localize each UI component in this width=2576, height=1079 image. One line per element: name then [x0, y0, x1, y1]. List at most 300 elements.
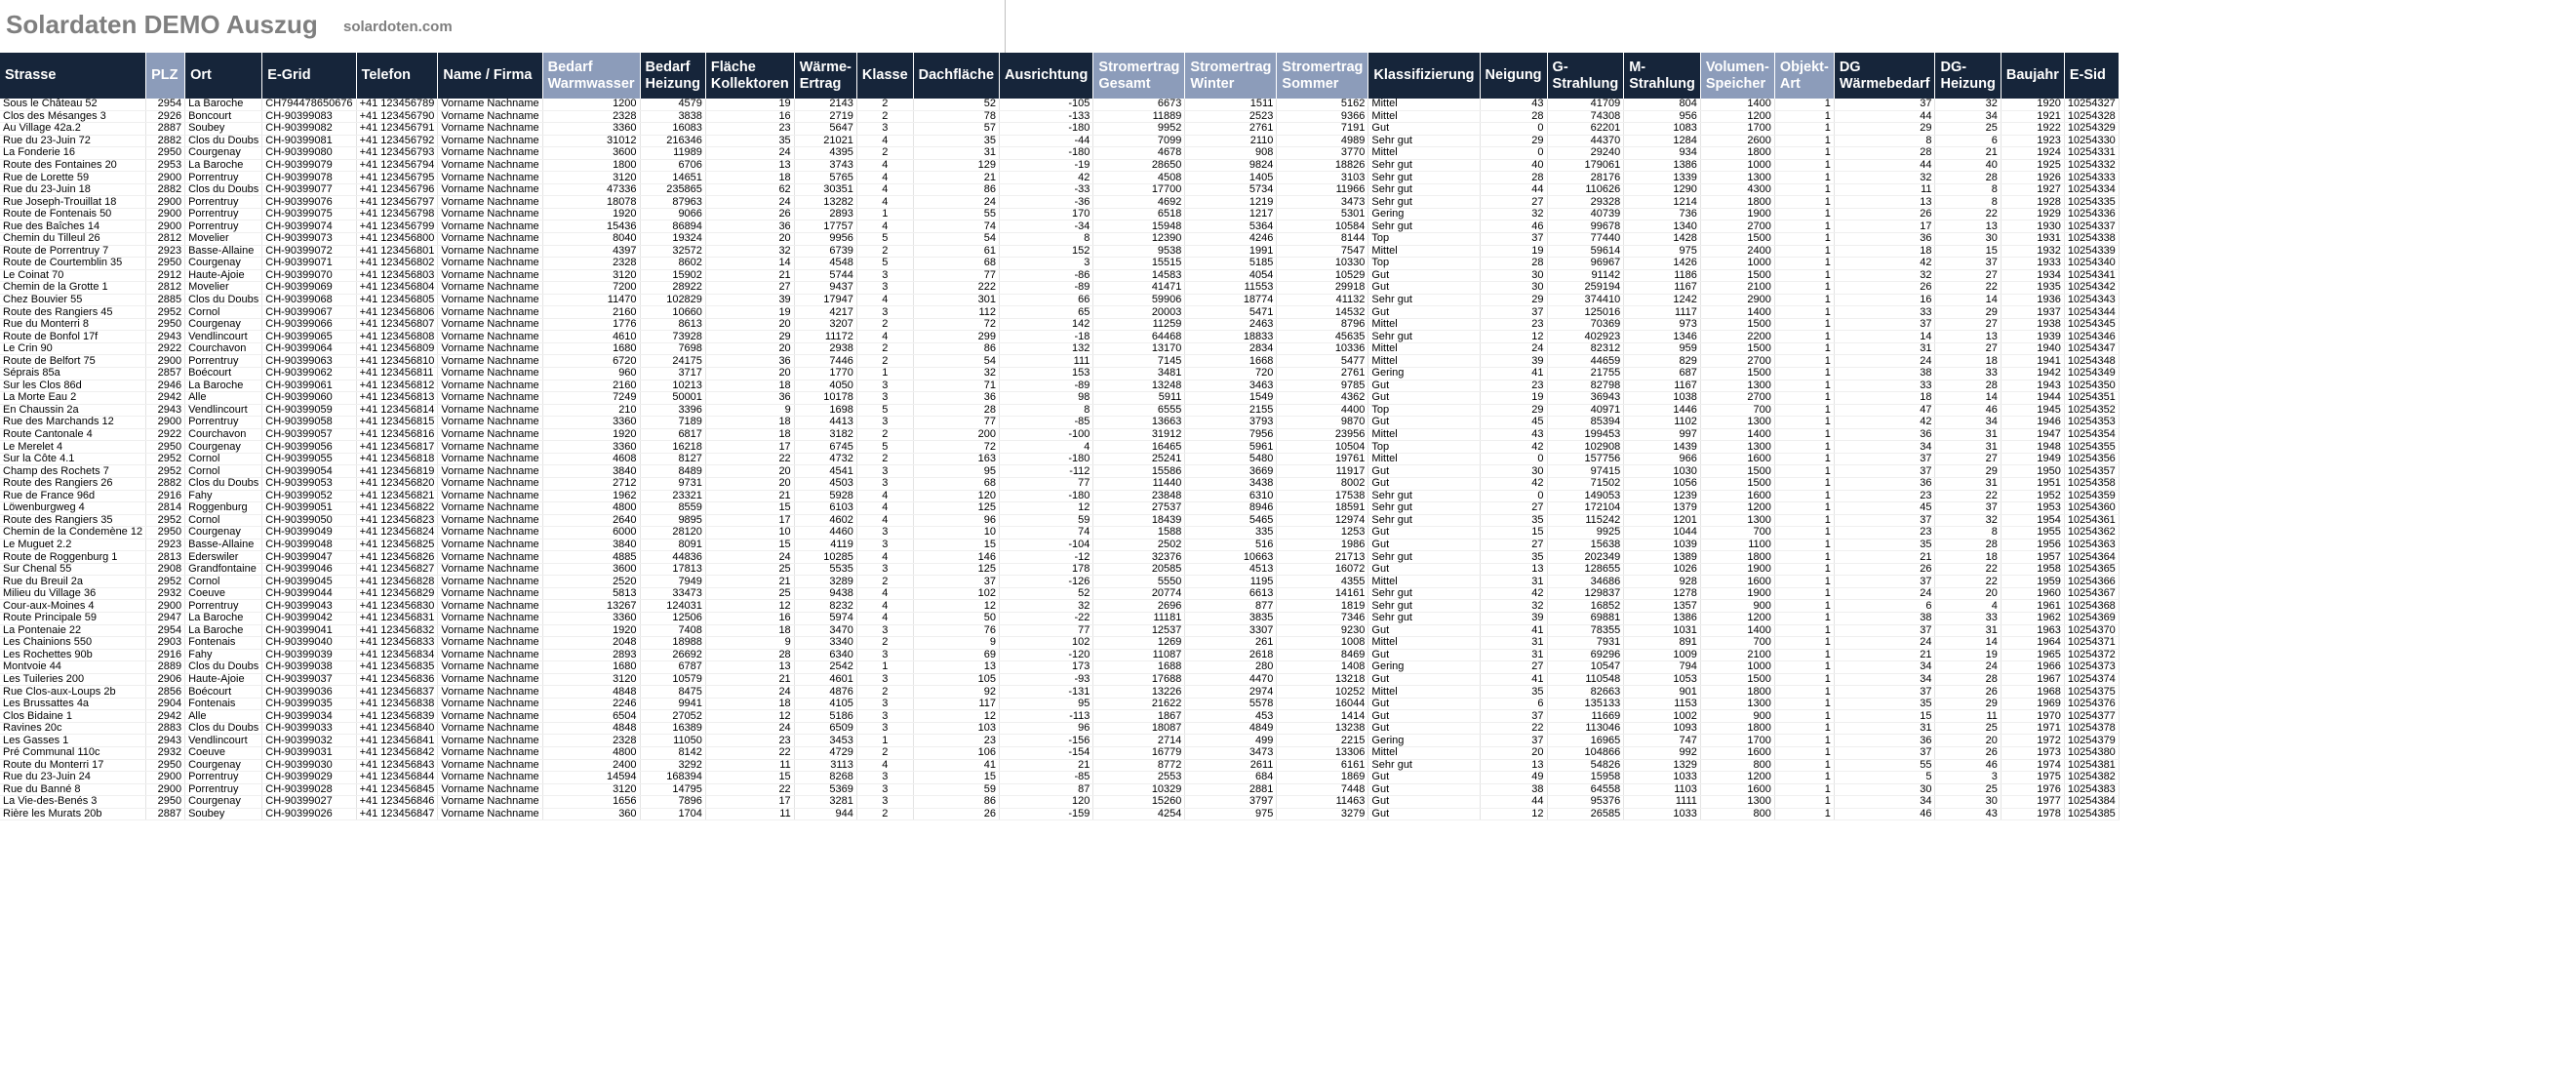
table-cell[interactable]: 3: [1935, 772, 2001, 784]
table-cell[interactable]: 2943: [146, 404, 185, 417]
table-cell[interactable]: 16: [1834, 294, 1935, 306]
table-cell[interactable]: 72: [913, 441, 999, 454]
table-cell[interactable]: 1: [1774, 637, 1834, 650]
table-cell[interactable]: 16779: [1093, 746, 1185, 759]
table-cell[interactable]: +41 123456822: [356, 502, 438, 515]
table-cell[interactable]: Vorname Nachname: [438, 172, 542, 184]
table-cell[interactable]: Route de Fontenais 50: [0, 208, 146, 220]
table-cell[interactable]: 3: [856, 282, 913, 295]
table-cell[interactable]: 1656: [542, 796, 640, 809]
table-cell[interactable]: Alle: [185, 392, 262, 405]
table-cell[interactable]: 1111: [1624, 796, 1701, 809]
table-cell[interactable]: 10254346: [2064, 331, 2119, 343]
table-cell[interactable]: +41 123456809: [356, 342, 438, 355]
table-cell[interactable]: 1200: [1700, 502, 1774, 515]
table-cell[interactable]: Basse-Allaine: [185, 245, 262, 258]
table-cell[interactable]: +41 123456829: [356, 587, 438, 600]
table-cell[interactable]: 1008: [1277, 637, 1368, 650]
table-cell[interactable]: 18: [705, 172, 794, 184]
table-cell[interactable]: 3113: [794, 759, 856, 772]
table-cell[interactable]: 10254381: [2064, 759, 2119, 772]
table-cell[interactable]: +41 123456790: [356, 110, 438, 123]
table-cell[interactable]: 4: [856, 612, 913, 624]
table-cell[interactable]: 10254376: [2064, 698, 2119, 710]
table-cell[interactable]: 280: [1185, 661, 1277, 674]
table-cell[interactable]: Route Principale 59: [0, 612, 146, 624]
table-cell[interactable]: 19324: [640, 233, 705, 246]
table-cell[interactable]: Movelier: [185, 233, 262, 246]
table-cell[interactable]: 1920: [542, 624, 640, 637]
table-cell[interactable]: Courgenay: [185, 258, 262, 270]
table-cell[interactable]: 173: [1000, 661, 1093, 674]
table-cell[interactable]: 7896: [640, 796, 705, 809]
table-cell[interactable]: +41 123456800: [356, 233, 438, 246]
table-cell[interactable]: 2900: [146, 355, 185, 368]
table-cell[interactable]: 7145: [1093, 355, 1185, 368]
table-cell[interactable]: +41 123456789: [356, 99, 438, 110]
table-cell[interactable]: 3: [856, 269, 913, 282]
table-cell[interactable]: Vorname Nachname: [438, 245, 542, 258]
table-cell[interactable]: 3120: [542, 783, 640, 796]
table-cell[interactable]: Mittel: [1368, 110, 1480, 123]
table-cell[interactable]: 1948: [2001, 441, 2064, 454]
table-cell[interactable]: 7446: [794, 355, 856, 368]
table-cell[interactable]: 1500: [1700, 342, 1774, 355]
table-cell[interactable]: Vorname Nachname: [438, 392, 542, 405]
table-cell[interactable]: 17757: [794, 220, 856, 233]
table-cell[interactable]: 1962: [542, 490, 640, 502]
table-cell[interactable]: 64468: [1093, 331, 1185, 343]
table-cell[interactable]: 4246: [1185, 233, 1277, 246]
table-cell[interactable]: Vorname Nachname: [438, 722, 542, 735]
table-cell[interactable]: 96967: [1547, 258, 1624, 270]
table-cell[interactable]: 15515: [1093, 258, 1185, 270]
table-cell[interactable]: 8: [1834, 135, 1935, 147]
table-cell[interactable]: 2908: [146, 563, 185, 576]
table-cell[interactable]: Gut: [1368, 624, 1480, 637]
table-cell[interactable]: Porrentruy: [185, 600, 262, 613]
table-cell[interactable]: 2100: [1700, 282, 1774, 295]
table-cell[interactable]: 2882: [146, 183, 185, 196]
table-cell[interactable]: 2700: [1700, 392, 1774, 405]
table-cell[interactable]: Boncourt: [185, 110, 262, 123]
column-header[interactable]: PLZ: [146, 53, 185, 99]
table-cell[interactable]: 44: [1834, 110, 1935, 123]
table-cell[interactable]: 28: [1480, 110, 1547, 123]
table-cell[interactable]: Gering: [1368, 661, 1480, 674]
table-cell[interactable]: Gut: [1368, 539, 1480, 551]
table-cell[interactable]: 1400: [1700, 624, 1774, 637]
table-cell[interactable]: Rue des Marchands 12: [0, 417, 146, 429]
table-cell[interactable]: 10254333: [2064, 172, 2119, 184]
table-cell[interactable]: 13: [1935, 331, 2001, 343]
table-cell[interactable]: 7698: [640, 342, 705, 355]
table-cell[interactable]: Les Chainions 550: [0, 637, 146, 650]
table-cell[interactable]: 25: [1935, 783, 2001, 796]
table-cell[interactable]: Chemin de la Condemène 12: [0, 527, 146, 540]
table-cell[interactable]: CH-90399048: [262, 539, 356, 551]
table-cell[interactable]: 6613: [1185, 587, 1277, 600]
table-cell[interactable]: 2952: [146, 465, 185, 478]
table-cell[interactable]: 27: [1935, 453, 2001, 465]
table-cell[interactable]: +41 123456801: [356, 245, 438, 258]
table-cell[interactable]: CH-90399030: [262, 759, 356, 772]
table-cell[interactable]: 1944: [2001, 392, 2064, 405]
table-cell[interactable]: Sehr gut: [1368, 159, 1480, 172]
table-cell[interactable]: 10254378: [2064, 722, 2119, 735]
table-cell[interactable]: 45: [1480, 417, 1547, 429]
table-cell[interactable]: 8796: [1277, 318, 1368, 331]
table-cell[interactable]: 934: [1624, 147, 1701, 160]
table-cell[interactable]: 179061: [1547, 159, 1624, 172]
table-cell[interactable]: 33: [1935, 368, 2001, 380]
table-cell[interactable]: 39: [1480, 612, 1547, 624]
table-cell[interactable]: 10254364: [2064, 551, 2119, 564]
table-cell[interactable]: 12: [705, 710, 794, 723]
table-cell[interactable]: 10285: [794, 551, 856, 564]
table-cell[interactable]: -34: [1000, 220, 1093, 233]
table-cell[interactable]: Sehr gut: [1368, 514, 1480, 527]
table-cell[interactable]: 700: [1700, 404, 1774, 417]
table-cell[interactable]: Courgenay: [185, 441, 262, 454]
table-cell[interactable]: 10254377: [2064, 710, 2119, 723]
table-cell[interactable]: 17: [705, 514, 794, 527]
table-cell[interactable]: 1926: [2001, 172, 2064, 184]
table-cell[interactable]: 1972: [2001, 735, 2064, 747]
table-cell[interactable]: 1953: [2001, 502, 2064, 515]
table-cell[interactable]: 1: [1774, 624, 1834, 637]
table-cell[interactable]: 41: [1480, 673, 1547, 686]
table-cell[interactable]: -36: [1000, 196, 1093, 209]
table-cell[interactable]: Coeuve: [185, 587, 262, 600]
table-cell[interactable]: Gut: [1368, 649, 1480, 661]
table-cell[interactable]: 1969: [2001, 698, 2064, 710]
table-cell[interactable]: -154: [1000, 746, 1093, 759]
table-cell[interactable]: 52: [1000, 587, 1093, 600]
table-cell[interactable]: 178: [1000, 563, 1093, 576]
table-cell[interactable]: 959: [1624, 342, 1701, 355]
table-cell[interactable]: 5961: [1185, 441, 1277, 454]
table-cell[interactable]: 20003: [1093, 306, 1185, 319]
table-cell[interactable]: 34: [1834, 441, 1935, 454]
table-cell[interactable]: 59906: [1093, 294, 1185, 306]
table-cell[interactable]: 2328: [542, 735, 640, 747]
table-cell[interactable]: 1819: [1277, 600, 1368, 613]
table-cell[interactable]: La Baroche: [185, 380, 262, 392]
table-cell[interactable]: 4849: [1185, 722, 1277, 735]
table-cell[interactable]: 103: [913, 722, 999, 735]
table-cell[interactable]: Vorname Nachname: [438, 477, 542, 490]
table-cell[interactable]: 1920: [542, 428, 640, 441]
table-cell[interactable]: 4: [856, 183, 913, 196]
table-cell[interactable]: 5185: [1185, 258, 1277, 270]
table-cell[interactable]: Fahy: [185, 649, 262, 661]
table-cell[interactable]: 3743: [794, 159, 856, 172]
table-cell[interactable]: 39: [1480, 355, 1547, 368]
table-cell[interactable]: 37: [1834, 686, 1935, 699]
table-cell[interactable]: 24: [705, 551, 794, 564]
table-cell[interactable]: Fahy: [185, 490, 262, 502]
table-cell[interactable]: 34: [1834, 796, 1935, 809]
table-cell[interactable]: 152: [1000, 245, 1093, 258]
table-cell[interactable]: 3: [856, 563, 913, 576]
table-cell[interactable]: 68: [913, 258, 999, 270]
table-cell[interactable]: Pré Communal 110c: [0, 746, 146, 759]
table-cell[interactable]: Courchavon: [185, 342, 262, 355]
table-cell[interactable]: 1: [1774, 465, 1834, 478]
table-cell[interactable]: 1195: [1185, 576, 1277, 588]
table-cell[interactable]: +41 123456841: [356, 735, 438, 747]
table-cell[interactable]: 27: [1480, 539, 1547, 551]
table-cell[interactable]: 15: [1480, 527, 1547, 540]
table-cell[interactable]: Rue du Breuil 2a: [0, 576, 146, 588]
table-cell[interactable]: 1446: [1624, 404, 1701, 417]
table-cell[interactable]: 3: [856, 649, 913, 661]
table-cell[interactable]: +41 123456811: [356, 368, 438, 380]
table-cell[interactable]: 4395: [794, 147, 856, 160]
table-cell[interactable]: -12: [1000, 551, 1093, 564]
table-cell[interactable]: Löwenburgweg 4: [0, 502, 146, 515]
table-cell[interactable]: Le Muguet 2.2: [0, 539, 146, 551]
table-cell[interactable]: 6745: [794, 441, 856, 454]
table-cell[interactable]: 2952: [146, 576, 185, 588]
table-cell[interactable]: Soubey: [185, 808, 262, 820]
table-cell[interactable]: 11989: [640, 147, 705, 160]
table-cell[interactable]: 4848: [542, 686, 640, 699]
table-cell[interactable]: Vorname Nachname: [438, 147, 542, 160]
table-cell[interactable]: 4362: [1277, 392, 1368, 405]
table-cell[interactable]: 9230: [1277, 624, 1368, 637]
table-cell[interactable]: 82663: [1547, 686, 1624, 699]
table-cell[interactable]: Movelier: [185, 282, 262, 295]
table-cell[interactable]: 12506: [640, 612, 705, 624]
table-cell[interactable]: 52: [913, 99, 999, 110]
table-cell[interactable]: 9: [705, 404, 794, 417]
table-cell[interactable]: 36: [1834, 233, 1935, 246]
table-cell[interactable]: 4: [856, 135, 913, 147]
table-cell[interactable]: 4610: [542, 331, 640, 343]
table-cell[interactable]: 22: [1935, 563, 2001, 576]
table-cell[interactable]: 1400: [1700, 99, 1774, 110]
table-cell[interactable]: -126: [1000, 576, 1093, 588]
table-cell[interactable]: 1: [1774, 220, 1834, 233]
table-cell[interactable]: +41 123456797: [356, 196, 438, 209]
table-cell[interactable]: 4: [856, 759, 913, 772]
table-cell[interactable]: 2950: [146, 527, 185, 540]
table-cell[interactable]: 26692: [640, 649, 705, 661]
table-cell[interactable]: Grandfontaine: [185, 563, 262, 576]
table-cell[interactable]: 2950: [146, 258, 185, 270]
table-cell[interactable]: 2953: [146, 159, 185, 172]
table-cell[interactable]: Vorname Nachname: [438, 110, 542, 123]
table-cell[interactable]: 39: [705, 294, 794, 306]
table-cell[interactable]: 1: [1774, 527, 1834, 540]
table-cell[interactable]: 21: [705, 673, 794, 686]
table-cell[interactable]: 1: [1774, 746, 1834, 759]
table-cell[interactable]: Au Village 42a.2: [0, 123, 146, 136]
table-cell[interactable]: 9956: [794, 233, 856, 246]
table-cell[interactable]: 1943: [2001, 380, 2064, 392]
table-cell[interactable]: En Chaussin 2a: [0, 404, 146, 417]
table-cell[interactable]: 17: [1834, 220, 1935, 233]
table-cell[interactable]: 1102: [1624, 417, 1701, 429]
table-cell[interactable]: 26: [1834, 563, 1935, 576]
table-cell[interactable]: 10663: [1185, 551, 1277, 564]
table-cell[interactable]: 35: [1834, 698, 1935, 710]
table-cell[interactable]: Vorname Nachname: [438, 637, 542, 650]
table-cell[interactable]: 30: [1935, 796, 2001, 809]
table-cell[interactable]: 2857: [146, 368, 185, 380]
table-cell[interactable]: 1936: [2001, 294, 2064, 306]
table-cell[interactable]: 2923: [146, 539, 185, 551]
table-cell[interactable]: 1947: [2001, 428, 2064, 441]
table-cell[interactable]: 3797: [1185, 796, 1277, 809]
table-cell[interactable]: 12: [1000, 502, 1093, 515]
table-cell[interactable]: 736: [1624, 208, 1701, 220]
table-cell[interactable]: 20: [1935, 587, 2001, 600]
table-cell[interactable]: 8946: [1185, 502, 1277, 515]
table-cell[interactable]: 26: [1834, 208, 1935, 220]
table-cell[interactable]: 132: [1000, 342, 1093, 355]
table-cell[interactable]: 5911: [1093, 392, 1185, 405]
column-header[interactable]: DG Wärmebedarf: [1834, 53, 1935, 99]
table-cell[interactable]: Cornol: [185, 576, 262, 588]
table-cell[interactable]: CH-90399031: [262, 746, 356, 759]
table-cell[interactable]: 928: [1624, 576, 1701, 588]
table-cell[interactable]: La Pontenaie 22: [0, 624, 146, 637]
table-cell[interactable]: 8475: [640, 686, 705, 699]
table-cell[interactable]: 13: [705, 159, 794, 172]
table-cell[interactable]: 2712: [542, 477, 640, 490]
table-cell[interactable]: Vorname Nachname: [438, 99, 542, 110]
table-cell[interactable]: 1600: [1700, 490, 1774, 502]
table-cell[interactable]: 27: [1480, 661, 1547, 674]
table-cell[interactable]: 4541: [794, 465, 856, 478]
table-cell[interactable]: 10254383: [2064, 783, 2119, 796]
table-cell[interactable]: 170: [1000, 208, 1093, 220]
table-cell[interactable]: 3120: [542, 172, 640, 184]
table-cell[interactable]: 1698: [794, 404, 856, 417]
table-cell[interactable]: 69296: [1547, 649, 1624, 661]
table-cell[interactable]: 1300: [1700, 698, 1774, 710]
table-cell[interactable]: 3182: [794, 428, 856, 441]
table-cell[interactable]: Vorname Nachname: [438, 441, 542, 454]
table-cell[interactable]: 10: [913, 527, 999, 540]
table-cell[interactable]: 1927: [2001, 183, 2064, 196]
table-cell[interactable]: 1009: [1624, 649, 1701, 661]
table-cell[interactable]: 2903: [146, 637, 185, 650]
table-cell[interactable]: 78355: [1547, 624, 1624, 637]
table-cell[interactable]: 1242: [1624, 294, 1701, 306]
table-cell[interactable]: 3473: [1277, 196, 1368, 209]
table-cell[interactable]: 21: [705, 576, 794, 588]
table-cell[interactable]: 222: [913, 282, 999, 295]
table-cell[interactable]: 1950: [2001, 465, 2064, 478]
table-cell[interactable]: 24: [1834, 587, 1935, 600]
table-cell[interactable]: Sehr gut: [1368, 759, 1480, 772]
table-cell[interactable]: Mittel: [1368, 342, 1480, 355]
table-cell[interactable]: 21: [1834, 551, 1935, 564]
table-cell[interactable]: +41 123456803: [356, 269, 438, 282]
table-cell[interactable]: 966: [1624, 453, 1701, 465]
table-cell[interactable]: Vorname Nachname: [438, 306, 542, 319]
table-cell[interactable]: 25: [705, 587, 794, 600]
table-cell[interactable]: 26: [1935, 746, 2001, 759]
table-cell[interactable]: La Vie-des-Benés 3: [0, 796, 146, 809]
table-cell[interactable]: CH-90399026: [262, 808, 356, 820]
table-cell[interactable]: La Baroche: [185, 624, 262, 637]
table-cell[interactable]: 1033: [1624, 808, 1701, 820]
table-cell[interactable]: 2155: [1185, 404, 1277, 417]
table-cell[interactable]: 1900: [1700, 587, 1774, 600]
table-cell[interactable]: 1962: [2001, 612, 2064, 624]
table-cell[interactable]: Sur Chenal 55: [0, 563, 146, 576]
table-cell[interactable]: 1800: [1700, 551, 1774, 564]
table-cell[interactable]: 106: [913, 746, 999, 759]
table-cell[interactable]: 0: [1480, 123, 1547, 136]
table-cell[interactable]: 18: [1834, 245, 1935, 258]
table-cell[interactable]: 1083: [1624, 123, 1701, 136]
table-cell[interactable]: +41 123456798: [356, 208, 438, 220]
table-cell[interactable]: 37: [913, 576, 999, 588]
table-cell[interactable]: 46: [1935, 759, 2001, 772]
table-cell[interactable]: 1942: [2001, 368, 2064, 380]
table-cell[interactable]: 21: [705, 490, 794, 502]
table-cell[interactable]: 14795: [640, 783, 705, 796]
table-cell[interactable]: 37: [1834, 318, 1935, 331]
table-cell[interactable]: CH-90399042: [262, 612, 356, 624]
table-cell[interactable]: 1: [1774, 269, 1834, 282]
table-cell[interactable]: 4: [856, 600, 913, 613]
table-cell[interactable]: 1: [856, 735, 913, 747]
table-cell[interactable]: Vorname Nachname: [438, 269, 542, 282]
table-cell[interactable]: 1600: [1700, 783, 1774, 796]
table-cell[interactable]: Gut: [1368, 417, 1480, 429]
table-cell[interactable]: 1033: [1624, 772, 1701, 784]
table-cell[interactable]: 10254368: [2064, 600, 2119, 613]
table-cell[interactable]: -19: [1000, 159, 1093, 172]
table-cell[interactable]: 77: [913, 269, 999, 282]
table-cell[interactable]: 1038: [1624, 392, 1701, 405]
table-cell[interactable]: 1: [1774, 551, 1834, 564]
table-cell[interactable]: 7448: [1277, 783, 1368, 796]
table-cell[interactable]: 146: [913, 551, 999, 564]
table-cell[interactable]: 20774: [1093, 587, 1185, 600]
table-cell[interactable]: Vorname Nachname: [438, 331, 542, 343]
table-cell[interactable]: 1973: [2001, 746, 2064, 759]
table-cell[interactable]: 3838: [640, 110, 705, 123]
table-cell[interactable]: 14532: [1277, 306, 1368, 319]
table-cell[interactable]: 10254358: [2064, 477, 2119, 490]
table-cell[interactable]: Route des Rangiers 26: [0, 477, 146, 490]
table-cell[interactable]: 87963: [640, 196, 705, 209]
table-cell[interactable]: 1100: [1700, 539, 1774, 551]
table-cell[interactable]: 13: [1480, 563, 1547, 576]
table-cell[interactable]: 10504: [1277, 441, 1368, 454]
table-cell[interactable]: 299: [913, 331, 999, 343]
table-cell[interactable]: 70369: [1547, 318, 1624, 331]
table-cell[interactable]: 1900: [1700, 563, 1774, 576]
table-cell[interactable]: 76: [913, 624, 999, 637]
table-cell[interactable]: 2950: [146, 318, 185, 331]
table-cell[interactable]: 32: [1834, 172, 1935, 184]
table-cell[interactable]: 1: [1774, 99, 1834, 110]
table-cell[interactable]: 1958: [2001, 563, 2064, 576]
table-cell[interactable]: 1929: [2001, 208, 2064, 220]
table-cell[interactable]: Gut: [1368, 282, 1480, 295]
table-cell[interactable]: 10584: [1277, 220, 1368, 233]
table-cell[interactable]: 28: [1935, 172, 2001, 184]
